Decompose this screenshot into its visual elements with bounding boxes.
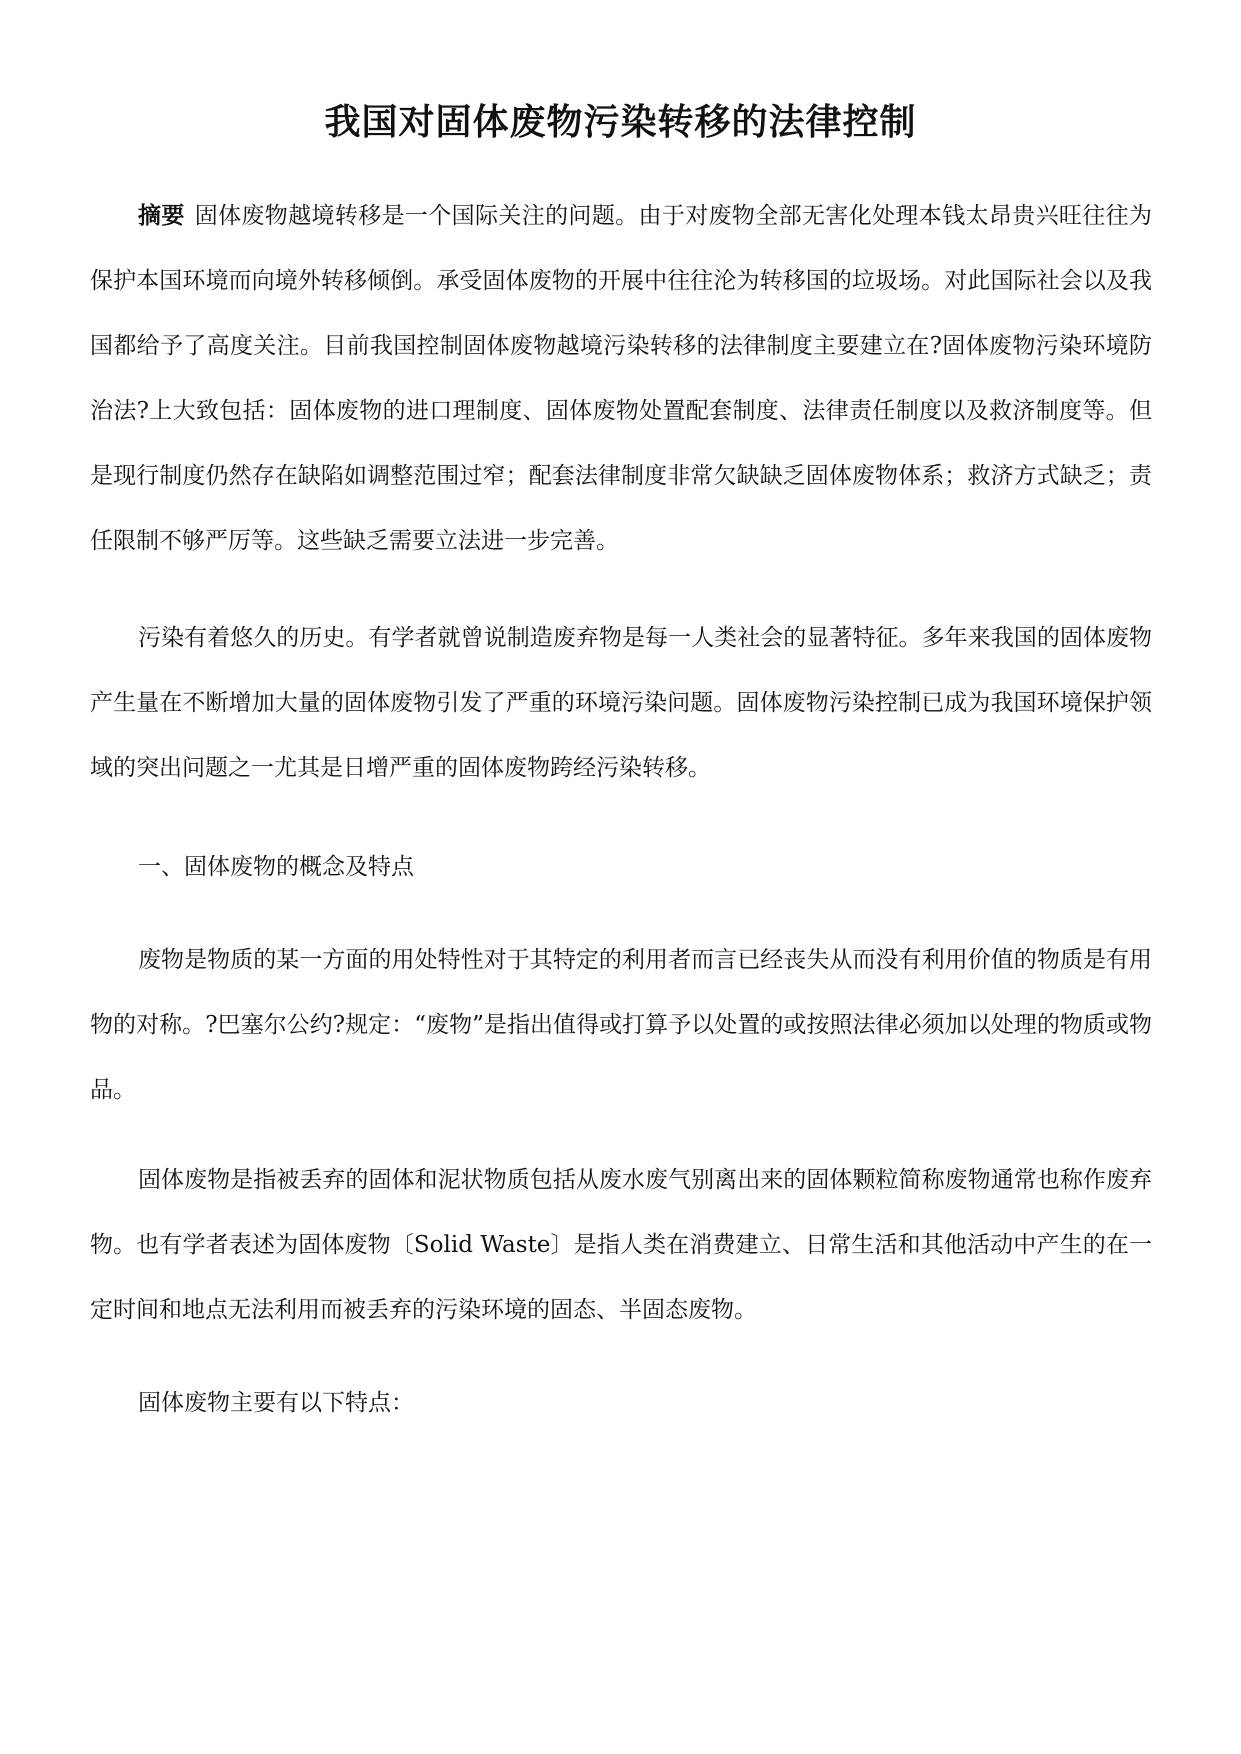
- document-title: 我国对固体废物污染转移的法律控制: [324, 102, 917, 143]
- waste-definition-paragraph: 废物是物质的某一方面的用处特性对于其特定的利用者而言已经丧失从而没有利用价值的物质是有用物的对称。?巴塞尔公约?规定：“废物”是指出值得或打算予以处置的或按照法律必须加以处理的物质或物品。: [90, 947, 1152, 1103]
- features-intro-paragraph: 固体废物主要有以下特点：: [138, 1390, 414, 1416]
- abstract-paragraph: [90, 184, 1152, 574]
- solid-waste-definition-paragraph: 固体废物是指被丢弃的固体和泥状物质包括从废水废气别离出来的固体颗粒简称废物通常也称作废弃物。也有学者表述为固体废物〔Solid Waste〕是指人类在消费建立、日常生活和其他活动中产生的在一定时间和地点无法利用而被丢弃的污染环境的固态、半固态废物。: [90, 1167, 1152, 1323]
- section-heading: 一、固体废物的概念及特点: [138, 854, 414, 880]
- abstract-text: 固体废物越境转移是一个国际关注的问题。由于对废物全部无害化处理本钱太昂贵兴旺往往为保护本国环境而向境外转移倾倒。承受固体废物的开展中往往沦为转移国的垃圾场。对此国际社会以及我国都给予了高度关注。目前我国控制固体废物越境污染转移的法律制度主要建立在?固体废物污染环境防治法?上大致包括：固体废物的进口理制度、固体废物处置配套制度、法律责任制度以及救济制度等。但是现行制度仍然存在缺陷如调整范围过窄；配套法律制度非常欠缺缺乏固体废物体系；救济方式缺乏；责任限制不够严厉等。这些缺乏需要立法进一步完善。: [90, 203, 1153, 554]
- history-paragraph: 污染有着悠久的历史。有学者就曾说制造废弃物是每一人类社会的显著特征。多年来我国的固体废物产生量在不断增加大量的固体废物引发了严重的环境污染问题。固体废物污染控制已成为我国环境保护领域的突出问题之一尤其是日增严重的固体废物跨经污染转移。: [90, 625, 1152, 781]
- abstract-label: 摘要: [138, 203, 185, 229]
